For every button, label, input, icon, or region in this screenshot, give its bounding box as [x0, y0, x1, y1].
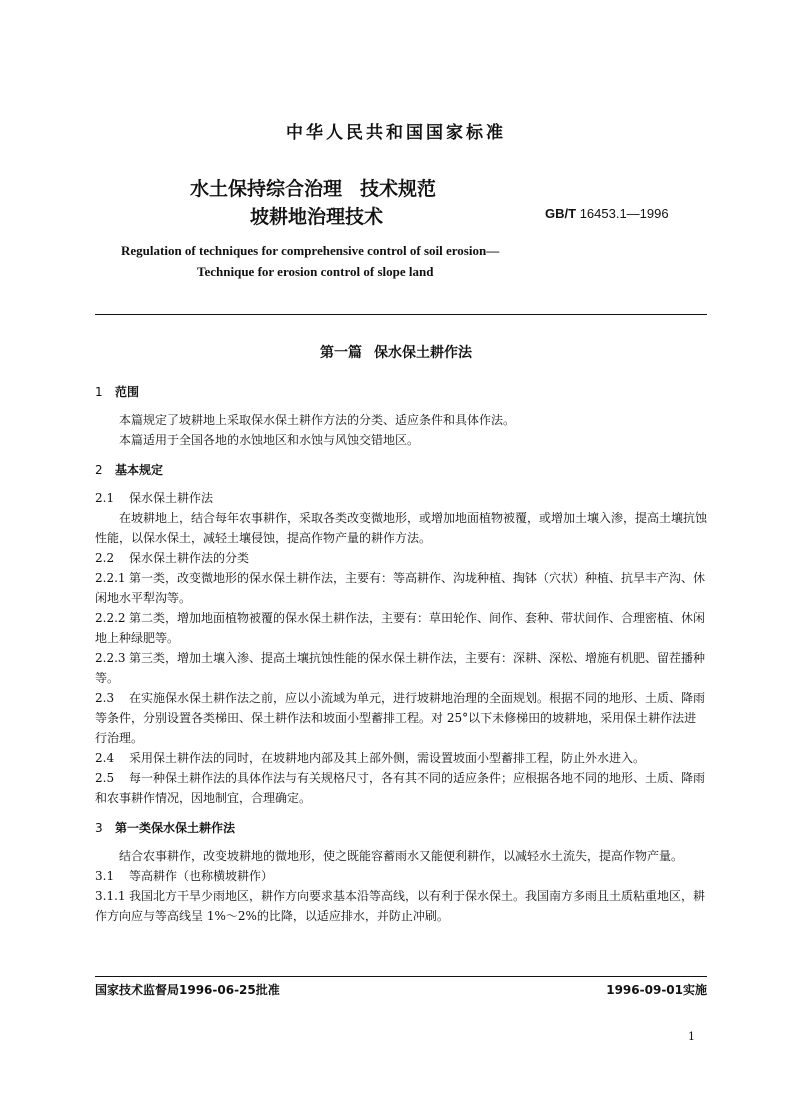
title-part1: 水土保持综合治理	[190, 178, 343, 200]
national-standard-heading: 中华人民共和国国家标准	[286, 123, 506, 143]
header-divider	[95, 314, 707, 315]
document-body	[95, 382, 707, 926]
clause-2-1: 2.1 保水保土耕作法	[95, 491, 214, 505]
paragraph: 在坡耕地上，结合每年农事耕作，采取各类改变微地形，或增加地面植物被覆，或增加土壤入渗，提高土壤抗蚀性能，以保水保土，减轻土壤侵蚀，提高作物产量的耕作方法。	[95, 511, 708, 545]
title-part2: 技术规范	[360, 178, 437, 200]
clause-3-1: 3.1 等高耕作（也称横坡耕作）	[95, 869, 274, 883]
section-heading-3: 3 第一类保水保土耕作法	[95, 821, 236, 835]
clause-2-2-3: 2.2.3 第三类，增加土壤入渗、提高土壤抗蚀性能的保水保土耕作法，主要有：深耕、深松、增施有机肥、留茬播种等。	[95, 651, 706, 685]
part-number: 第一篇	[320, 345, 362, 361]
implementation-date: 1996-09-01实施	[606, 983, 707, 997]
part-heading	[0, 342, 792, 362]
standard-code-number: 16453.1—1996	[579, 206, 669, 221]
clause-2-5: 2.5 每一种保土耕作法的具体作法与有关规格尺寸，各有其不同的适应条件；应根据各地不同的地形、土质、降雨和农事耕作情况，因地制宜，合理确定。	[95, 771, 706, 805]
part-title: 保水保土耕作法	[374, 345, 472, 361]
page-number: 1	[688, 1030, 695, 1043]
section-heading-2: 2 基本规定	[95, 463, 164, 477]
clause-2-2: 2.2 保水保土耕作法的分类	[95, 551, 250, 565]
section-heading-1: 1 范围	[95, 385, 140, 399]
clause-3-1-1: 3.1.1 我国北方干旱少雨地区，耕作方向要求基本沿等高线，以有利于保水保土。我国南方多雨且土质粘重地区，耕作方向应与等高线呈 1%～2%的比降，以适应排水，并防止冲刷。	[95, 889, 706, 923]
standard-code	[545, 206, 669, 221]
english-title-line1: Regulation of techniques for comprehensive control of soil erosion—	[121, 243, 500, 258]
clause-2-2-1: 2.2.1 第一类，改变微地形的保水保土耕作法，主要有：等高耕作、沟垅种植、掏钵（穴状）种植、抗旱丰产沟、休闲地水平犁沟等。	[95, 571, 706, 605]
clause-2-2-2: 2.2.2 第二类，增加地面植物被覆的保水保土耕作法，主要有：草田轮作、间作、套种、带状间作、合理密植、休闲地上种绿肥等。	[95, 611, 706, 645]
standard-code-prefix: GB/T	[545, 206, 577, 221]
clause-2-4: 2.4 采用保土耕作法的同时，在坡耕地内部及其上部外侧，需设置坡面小型蓄排工程，防止外水进入。	[95, 751, 646, 765]
footer-divider	[95, 976, 707, 977]
document-title	[190, 174, 436, 201]
approval-issuer: 国家技术监督局1996-06-25批准	[95, 983, 280, 997]
english-title-line2: Technique for erosion control of slope land	[197, 264, 434, 279]
clause-2-3: 2.3 在实施保水保土耕作法之前，应以小流域为单元，进行坡耕地治理的全面规划。根据不同的地形、土质、降雨等条件，分别设置各类梯田、保土耕作法和坡面小型蓄排工程。对 25°以下未修梯田的坡耕地，采用保土耕作法进行治理。	[95, 691, 706, 745]
document-subtitle: 坡耕地治理技术	[250, 206, 384, 228]
paragraph: 结合农事耕作，改变坡耕地的微地形，使之既能容蓄雨水又能便利耕作，以减轻水土流失，提高作物产量。	[119, 849, 684, 863]
paragraph: 本篇规定了坡耕地上采取保水保土耕作方法的分类、适应条件和具体作法。	[119, 413, 516, 427]
paragraph: 本篇适用于全国各地的水蚀地区和水蚀与风蚀交错地区。	[119, 433, 420, 447]
